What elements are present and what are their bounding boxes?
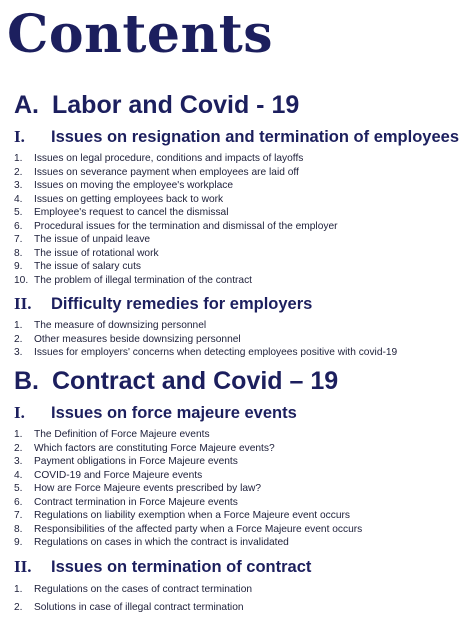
subsection-a2-list (14, 319, 397, 360)
list-item: 7. Regulations on liability exemption when a Force Majeure event occurs (14, 510, 350, 522)
list-item: 2. Which factors are constituting Force Majeure events? (14, 442, 275, 454)
list-item: 6. Procedural issues for the termination and dismissal of the employer (14, 220, 338, 232)
list-item: 1. Regulations on the cases of contract termination (14, 584, 253, 595)
section-a-heading (14, 90, 299, 120)
section-letter: B. (14, 367, 39, 395)
subsection-title: Issues on force majeure events (51, 404, 297, 422)
list-item: 3. Issues on moving the employee's workplace (14, 180, 234, 192)
section-b-heading (14, 366, 338, 396)
section-letter: A. (14, 91, 39, 119)
list-item: 4. Issues on getting employees back to work (14, 193, 224, 205)
list-item: 1. The measure of downsizing personnel (14, 320, 207, 331)
subsection-b2-list (14, 581, 252, 617)
list-item: 6. Contract termination in Force Majeure events (14, 496, 238, 508)
list-item: 2. Issues on severance payment when employees are laid off (14, 166, 299, 178)
subsection-b1-heading (14, 403, 297, 423)
list-item: 8. The issue of rotational work (14, 247, 159, 259)
page-title: Contents (7, 4, 274, 65)
subsection-numeral: I. (14, 403, 25, 422)
list-item: 7. The issue of unpaid leave (14, 234, 151, 246)
subsection-numeral: I. (14, 127, 25, 146)
subsection-a1-heading (14, 127, 459, 147)
subsection-a2-heading (14, 294, 312, 314)
list-item: 10. The problem of illegal termination of the contract (14, 274, 253, 286)
subsection-title: Difficulty remedies for employers (51, 295, 313, 313)
subsection-b1-list (14, 428, 362, 550)
list-item: 1. Issues on legal procedure, conditions and impacts of layoffs (14, 153, 304, 164)
section-title: Labor and Covid - 19 (52, 91, 300, 119)
list-item: 1. The Definition of Force Majeure events (14, 429, 210, 440)
subsection-a1-list (14, 152, 338, 287)
list-item: 2. Other measures beside downsizing personnel (14, 333, 241, 345)
list-item: 4. COVID-19 and Force Majeure events (14, 469, 203, 481)
list-item: 8. Responsibilities of the affected party when a Force Majeure event occurs (14, 523, 363, 535)
list-item: 9. Regulations on cases in which the contract is invalidated (14, 537, 289, 549)
list-item: 3. Payment obligations in Force Majeure events (14, 456, 238, 468)
subsection-title: Issues on resignation and termination of employees (51, 128, 460, 146)
list-item: 3. Issues for employers' concerns when detecting employees positive with covid-19 (14, 347, 398, 359)
list-item: 9. The issue of salary cuts (14, 261, 142, 273)
subsection-b2-heading (14, 557, 311, 577)
subsection-numeral: II. (14, 294, 32, 313)
list-item: 5. Employee's request to cancel the dismissal (14, 207, 229, 219)
list-item: 5. How are Force Majeure events prescribed by law? (14, 483, 262, 495)
list-item: 2. Solutions in case of illegal contract termination (14, 602, 244, 613)
subsection-numeral: II. (14, 557, 32, 576)
section-title: Contract and Covid – 19 (52, 367, 339, 395)
subsection-title: Issues on termination of contract (51, 558, 312, 576)
